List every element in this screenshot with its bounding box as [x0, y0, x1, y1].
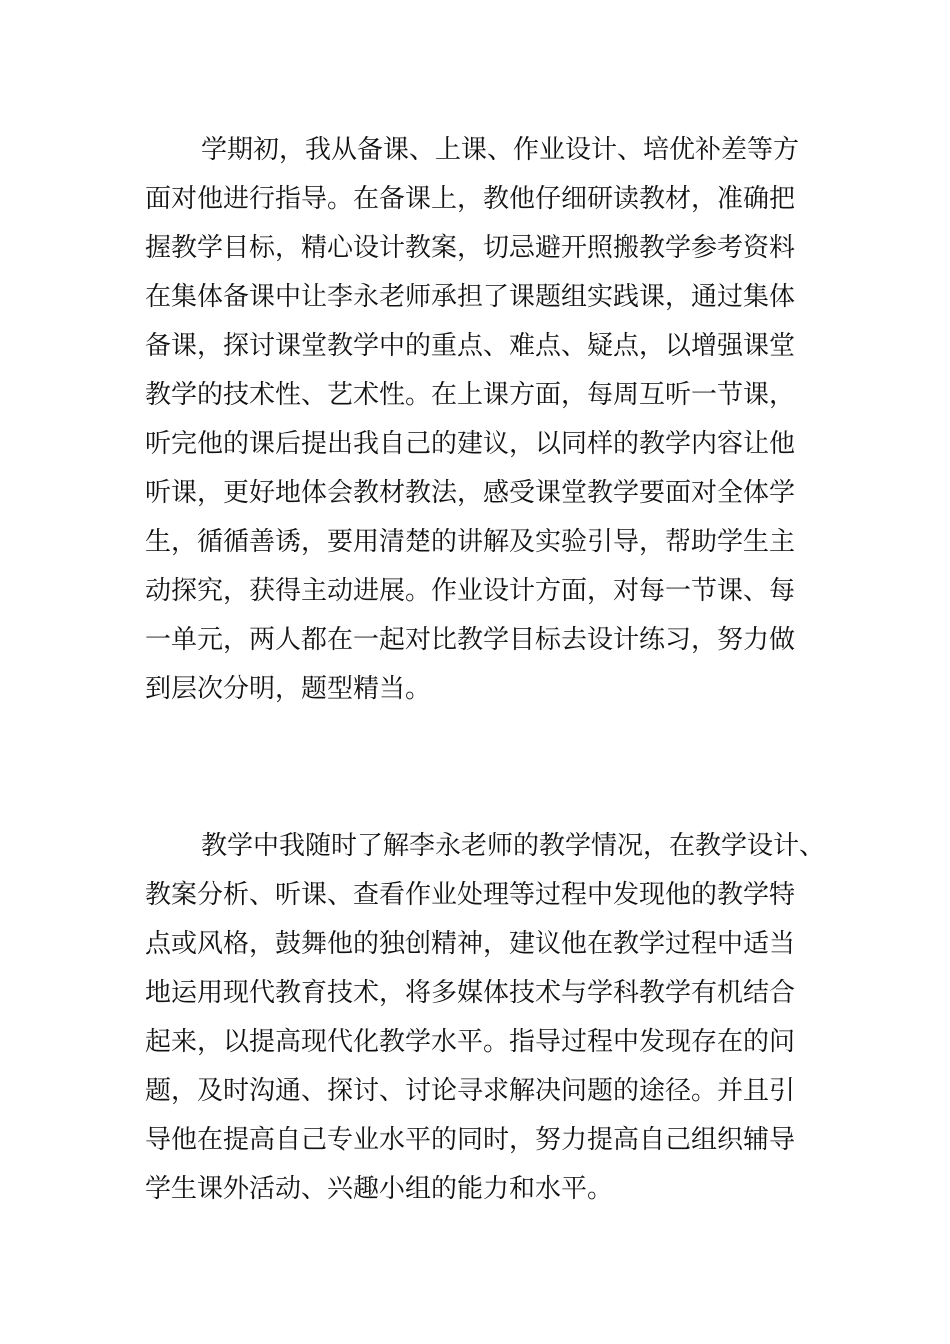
paragraph-line: 学期初，我从备课、上课、作业设计、培优补差等方 [201, 135, 800, 165]
paragraph-line: 教学中我随时了解李永老师的教学情况，在教学设计、 [201, 831, 826, 861]
paragraph-line: 在集体备课中让李永老师承担了课题组实践课，通过集体 [145, 282, 796, 312]
paragraph-line: 点或风格，鼓舞他的独创精神，建议他在教学过程中适当 [145, 929, 796, 959]
paragraph-line: 一单元，两人都在一起对比教学目标去设计练习，努力做 [145, 625, 796, 655]
paragraph-line: 题，及时沟通、探讨、讨论寻求解决问题的途径。并且引 [145, 1076, 796, 1106]
paragraph-line: 动探究，获得主动进展。作业设计方面，对每一节课、每 [145, 576, 796, 606]
paragraph-line: 教案分析、听课、查看作业处理等过程中发现他的教学特 [145, 880, 796, 910]
paragraph-2 [145, 822, 835, 1214]
paragraph-line: 学生课外活动、兴趣小组的能力和水平。 [145, 1174, 614, 1204]
paragraph-line: 备课，探讨课堂教学中的重点、难点、疑点，以增强课堂 [145, 331, 796, 361]
paragraph-line: 导他在提高自己专业水平的同时，努力提高自己组织辅导 [145, 1125, 796, 1155]
paragraph-line: 地运用现代教育技术，将多媒体技术与学科教学有机结合 [145, 978, 796, 1008]
paragraph-line: 生，循循善诱，要用清楚的讲解及实验引导，帮助学生主 [145, 527, 796, 557]
paragraph-line: 握教学目标，精心设计教案，切忌避开照搬教学参考资料 [145, 233, 796, 263]
paragraph-line: 起来，以提高现代化教学水平。指导过程中发现存在的问 [145, 1027, 796, 1057]
paragraph-line: 教学的技术性、艺术性。在上课方面，每周互听一节课， [145, 380, 796, 410]
paragraph-line: 听完他的课后提出我自己的建议，以同样的教学内容让他 [145, 429, 796, 459]
paragraph-line: 听课，更好地体会教材教法，感受课堂教学要面对全体学 [145, 478, 796, 508]
paragraph-line: 到层次分明，题型精当。 [145, 674, 432, 704]
paragraph-1 [145, 126, 835, 714]
paragraph-line: 面对他进行指导。在备课上，教他仔细研读教材，准确把 [145, 184, 796, 214]
